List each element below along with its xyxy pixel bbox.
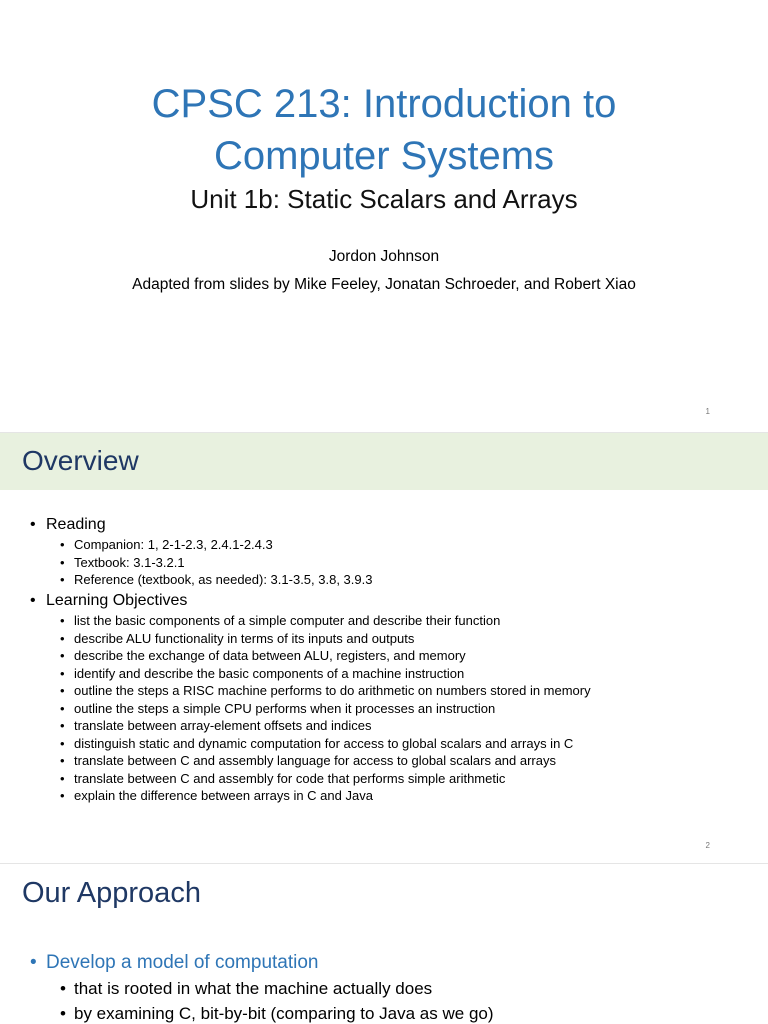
list-item — [60, 770, 591, 788]
list-item-text: translate between C and assembly for code that performs simple arithmetic — [74, 770, 506, 786]
list-item — [60, 665, 591, 683]
bullet-icon: • — [60, 665, 65, 681]
bullet-icon: • — [60, 554, 65, 570]
bullet-label: Develop a model of computation — [46, 952, 319, 973]
list-item-text: Companion: 1, 2-1-2.3, 2.4.1-2.4.3 — [74, 537, 273, 552]
list-item-text: outline the steps a simple CPU performs when it processes an instruction — [74, 700, 496, 716]
reading-list — [60, 536, 372, 589]
list-item — [60, 978, 432, 1000]
list-item — [60, 717, 591, 735]
list-item — [60, 571, 372, 589]
bullet-icon: • — [30, 592, 36, 609]
bullet-icon: • — [60, 718, 65, 733]
bullet-learning-objectives — [30, 591, 187, 611]
slide-title — [0, 78, 768, 182]
bullet-icon: • — [30, 516, 36, 533]
page-number: 1 — [705, 407, 710, 416]
list-item-text: Reference (textbook, as needed): 3.1-3.5, 3.8, 3.9.3 — [74, 572, 373, 587]
list-item-text: identify and describe the basic components of a machine instruction — [74, 665, 465, 681]
header-band — [0, 433, 768, 490]
page-number: 2 — [705, 841, 710, 850]
list-item — [60, 647, 591, 665]
list-item — [60, 682, 591, 700]
list-item — [60, 1003, 494, 1024]
list-item — [60, 612, 591, 630]
credit-line: Adapted from slides by Mike Feeley, Jonatan Schroeder, and Robert Xiao — [132, 276, 636, 293]
list-item-text: translate between array-element offsets and indices — [74, 718, 372, 733]
list-item-text: by examining C, bit-by-bit (comparing to Java as we go) — [74, 1004, 494, 1023]
list-item-text: list the basic components of a simple computer and describe their function — [74, 613, 501, 628]
list-item-text: translate between C and assembly language for access to global scalars and arrays — [74, 753, 556, 768]
bullet-icon: • — [60, 753, 65, 768]
list-item-text: that is rooted in what the machine actually does — [74, 979, 433, 998]
bullet-icon: • — [60, 1004, 66, 1023]
list-item-text: explain the difference between arrays in C and Java — [74, 788, 373, 803]
bullet-icon: • — [60, 770, 65, 786]
list-item — [60, 700, 591, 718]
bullet-label: Reading — [46, 516, 106, 533]
list-item — [60, 554, 372, 572]
approach-slide — [0, 864, 768, 1024]
bullet-icon: • — [60, 735, 65, 751]
overview-slide — [0, 433, 768, 863]
bullet-icon: • — [60, 700, 65, 716]
list-item — [60, 787, 591, 805]
bullet-icon: • — [60, 788, 65, 803]
slide-heading: Overview — [22, 445, 139, 476]
bullet-reading — [30, 515, 106, 535]
author-name: Jordon Johnson — [328, 248, 440, 265]
list-item-text: outline the steps a RISC machine performs to do arithmetic on numbers stored in memory — [74, 683, 591, 698]
title-line-2: Computer Systems — [213, 134, 555, 178]
bullet-icon: • — [60, 683, 65, 698]
bullet-model-of-computation — [30, 951, 319, 975]
slide-subtitle: Unit 1b: Static Scalars and Arrays — [190, 184, 578, 214]
list-item-text: describe ALU functionality in terms of its inputs and outputs — [74, 630, 415, 646]
list-item — [60, 536, 372, 554]
bullet-icon: • — [60, 537, 65, 552]
bullet-icon: • — [60, 630, 65, 646]
title-line-1: CPSC 213: Introduction to — [151, 82, 617, 126]
bullet-label: Learning Objectives — [46, 592, 188, 609]
bullet-icon: • — [30, 952, 37, 973]
list-item — [60, 630, 591, 648]
slide-heading: Our Approach — [22, 877, 201, 909]
objectives-list — [60, 612, 591, 805]
list-item-text: Textbook: 3.1-3.2.1 — [74, 554, 185, 570]
list-item — [60, 735, 591, 753]
bullet-icon: • — [60, 613, 65, 628]
list-item-text: describe the exchange of data between ALU, registers, and memory — [74, 648, 466, 663]
bullet-icon: • — [60, 572, 65, 587]
bullet-icon: • — [60, 648, 65, 663]
list-item-text: distinguish static and dynamic computation for access to global scalars and arrays in C — [74, 735, 574, 751]
bullet-icon: • — [60, 979, 66, 998]
title-slide — [0, 0, 768, 432]
list-item — [60, 752, 591, 770]
